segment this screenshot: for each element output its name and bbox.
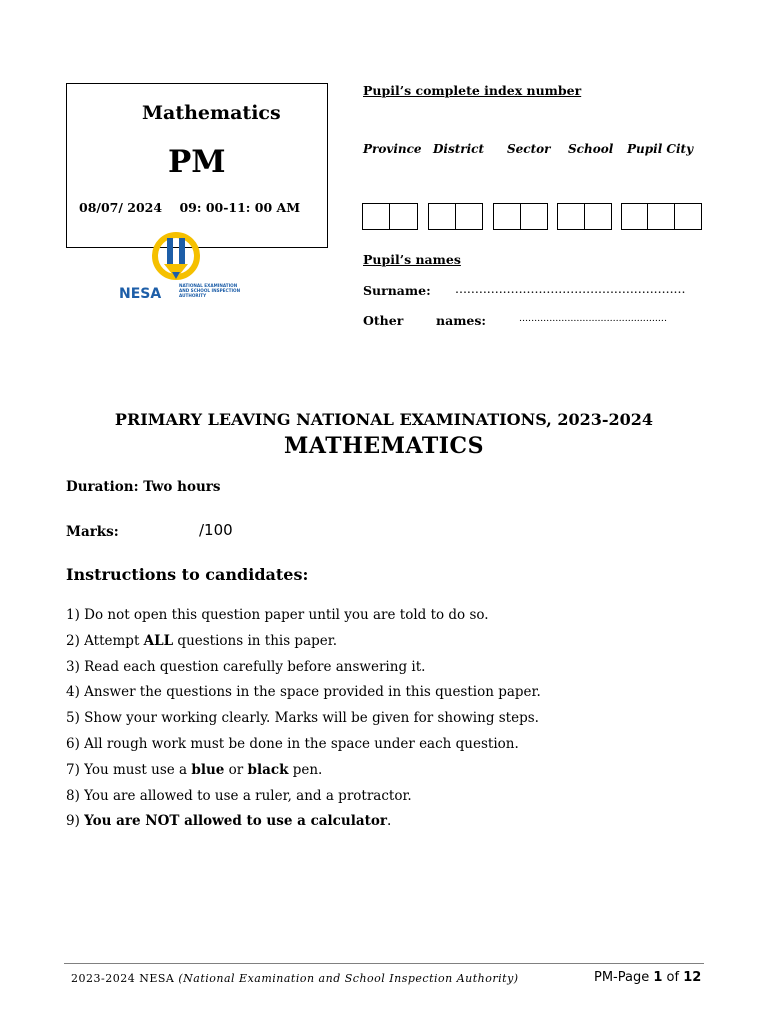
- index-box[interactable]: [363, 204, 390, 229]
- subject-box: [66, 83, 328, 248]
- pupil-names-title: Pupil’s names: [363, 252, 461, 267]
- index-label-sector: Sector: [507, 142, 551, 156]
- logo-line-1: NATIONAL EXAMINATION: [179, 283, 238, 288]
- names-label: names:: [436, 313, 487, 328]
- subject-title: Mathematics: [142, 102, 281, 124]
- instruction-item: 9) You are NOT allowed to use a calculator.: [66, 813, 392, 830]
- index-label-district: District: [433, 142, 484, 156]
- index-box[interactable]: [648, 204, 674, 229]
- page-prefix: PM-Page: [594, 970, 654, 985]
- instruction-item: 3) Read each question carefully before answering it.: [66, 658, 426, 675]
- index-boxes-province[interactable]: [362, 203, 418, 230]
- logo-line-2: AND SCHOOL INSPECTION: [179, 288, 241, 293]
- index-box[interactable]: [521, 204, 547, 229]
- index-boxes-sector[interactable]: [493, 203, 548, 230]
- footer-organization: [71, 972, 519, 985]
- index-box[interactable]: [622, 204, 648, 229]
- footer-year: 2023-2024 NESA: [71, 972, 179, 985]
- index-boxes-district[interactable]: [428, 203, 483, 230]
- instructions-list: [66, 605, 541, 837]
- logo-line-3: AUTHORITY: [179, 293, 207, 298]
- marks-value: /100: [199, 521, 233, 539]
- page-current: 1: [653, 970, 663, 985]
- index-boxes-pupil-city[interactable]: [621, 203, 702, 230]
- index-label-school: School: [568, 142, 614, 156]
- subject-code: PM: [168, 144, 226, 180]
- surname-label: Surname:: [363, 283, 431, 298]
- other-label: Other: [363, 313, 404, 328]
- surname-field[interactable]: ..........................................................: [455, 281, 686, 296]
- index-box[interactable]: [390, 204, 417, 229]
- page-total: 12: [683, 970, 702, 985]
- index-label-province: Province: [363, 142, 422, 156]
- index-box[interactable]: [675, 204, 701, 229]
- marks-label: Marks:: [66, 524, 119, 540]
- footer-org-name: (National Examination and School Inspection Authority): [178, 972, 519, 985]
- logo-acronym: NESA: [119, 286, 162, 302]
- index-box[interactable]: [429, 204, 456, 229]
- instruction-item: 2) Attempt ALL questions in this paper.: [66, 632, 338, 649]
- exam-date-time: 08/07/ 2024 09: 00-11: 00 AM: [79, 200, 301, 215]
- instruction-item: 6) All rough work must be done in the space under each question.: [66, 735, 519, 752]
- page-number: [594, 970, 701, 985]
- instruction-item: 4) Answer the questions in the space provided in this question paper.: [66, 684, 541, 701]
- instructions-title: Instructions to candidates:: [66, 565, 309, 584]
- index-boxes-school[interactable]: [557, 203, 612, 230]
- footer-divider: [64, 963, 704, 964]
- index-number-title: Pupil’s complete index number: [363, 83, 582, 98]
- index-box[interactable]: [456, 204, 482, 229]
- exam-title: PRIMARY LEAVING NATIONAL EXAMINATIONS, 2023-2024: [114, 410, 654, 429]
- instruction-item: 7) You must use a blue or black pen.: [66, 761, 323, 778]
- index-box[interactable]: [494, 204, 521, 229]
- index-box[interactable]: [585, 204, 611, 229]
- instruction-item: 8) You are allowed to use a ruler, and a protractor.: [66, 787, 412, 804]
- page-of: of: [662, 970, 684, 985]
- instruction-item: 1) Do not open this question paper until you are told to do so.: [66, 607, 489, 623]
- duration: Duration: Two hours: [66, 479, 221, 495]
- index-label-pupil-city: Pupil City: [627, 142, 694, 156]
- nesa-logo-graphic: [117, 232, 247, 304]
- exam-subject: MATHEMATICS: [284, 433, 484, 459]
- instruction-item: 5) Show your working clearly. Marks will be given for showing steps.: [66, 710, 539, 727]
- nesa-logo: [117, 232, 247, 304]
- index-box[interactable]: [558, 204, 585, 229]
- other-names-field[interactable]: .................................................: [519, 313, 667, 324]
